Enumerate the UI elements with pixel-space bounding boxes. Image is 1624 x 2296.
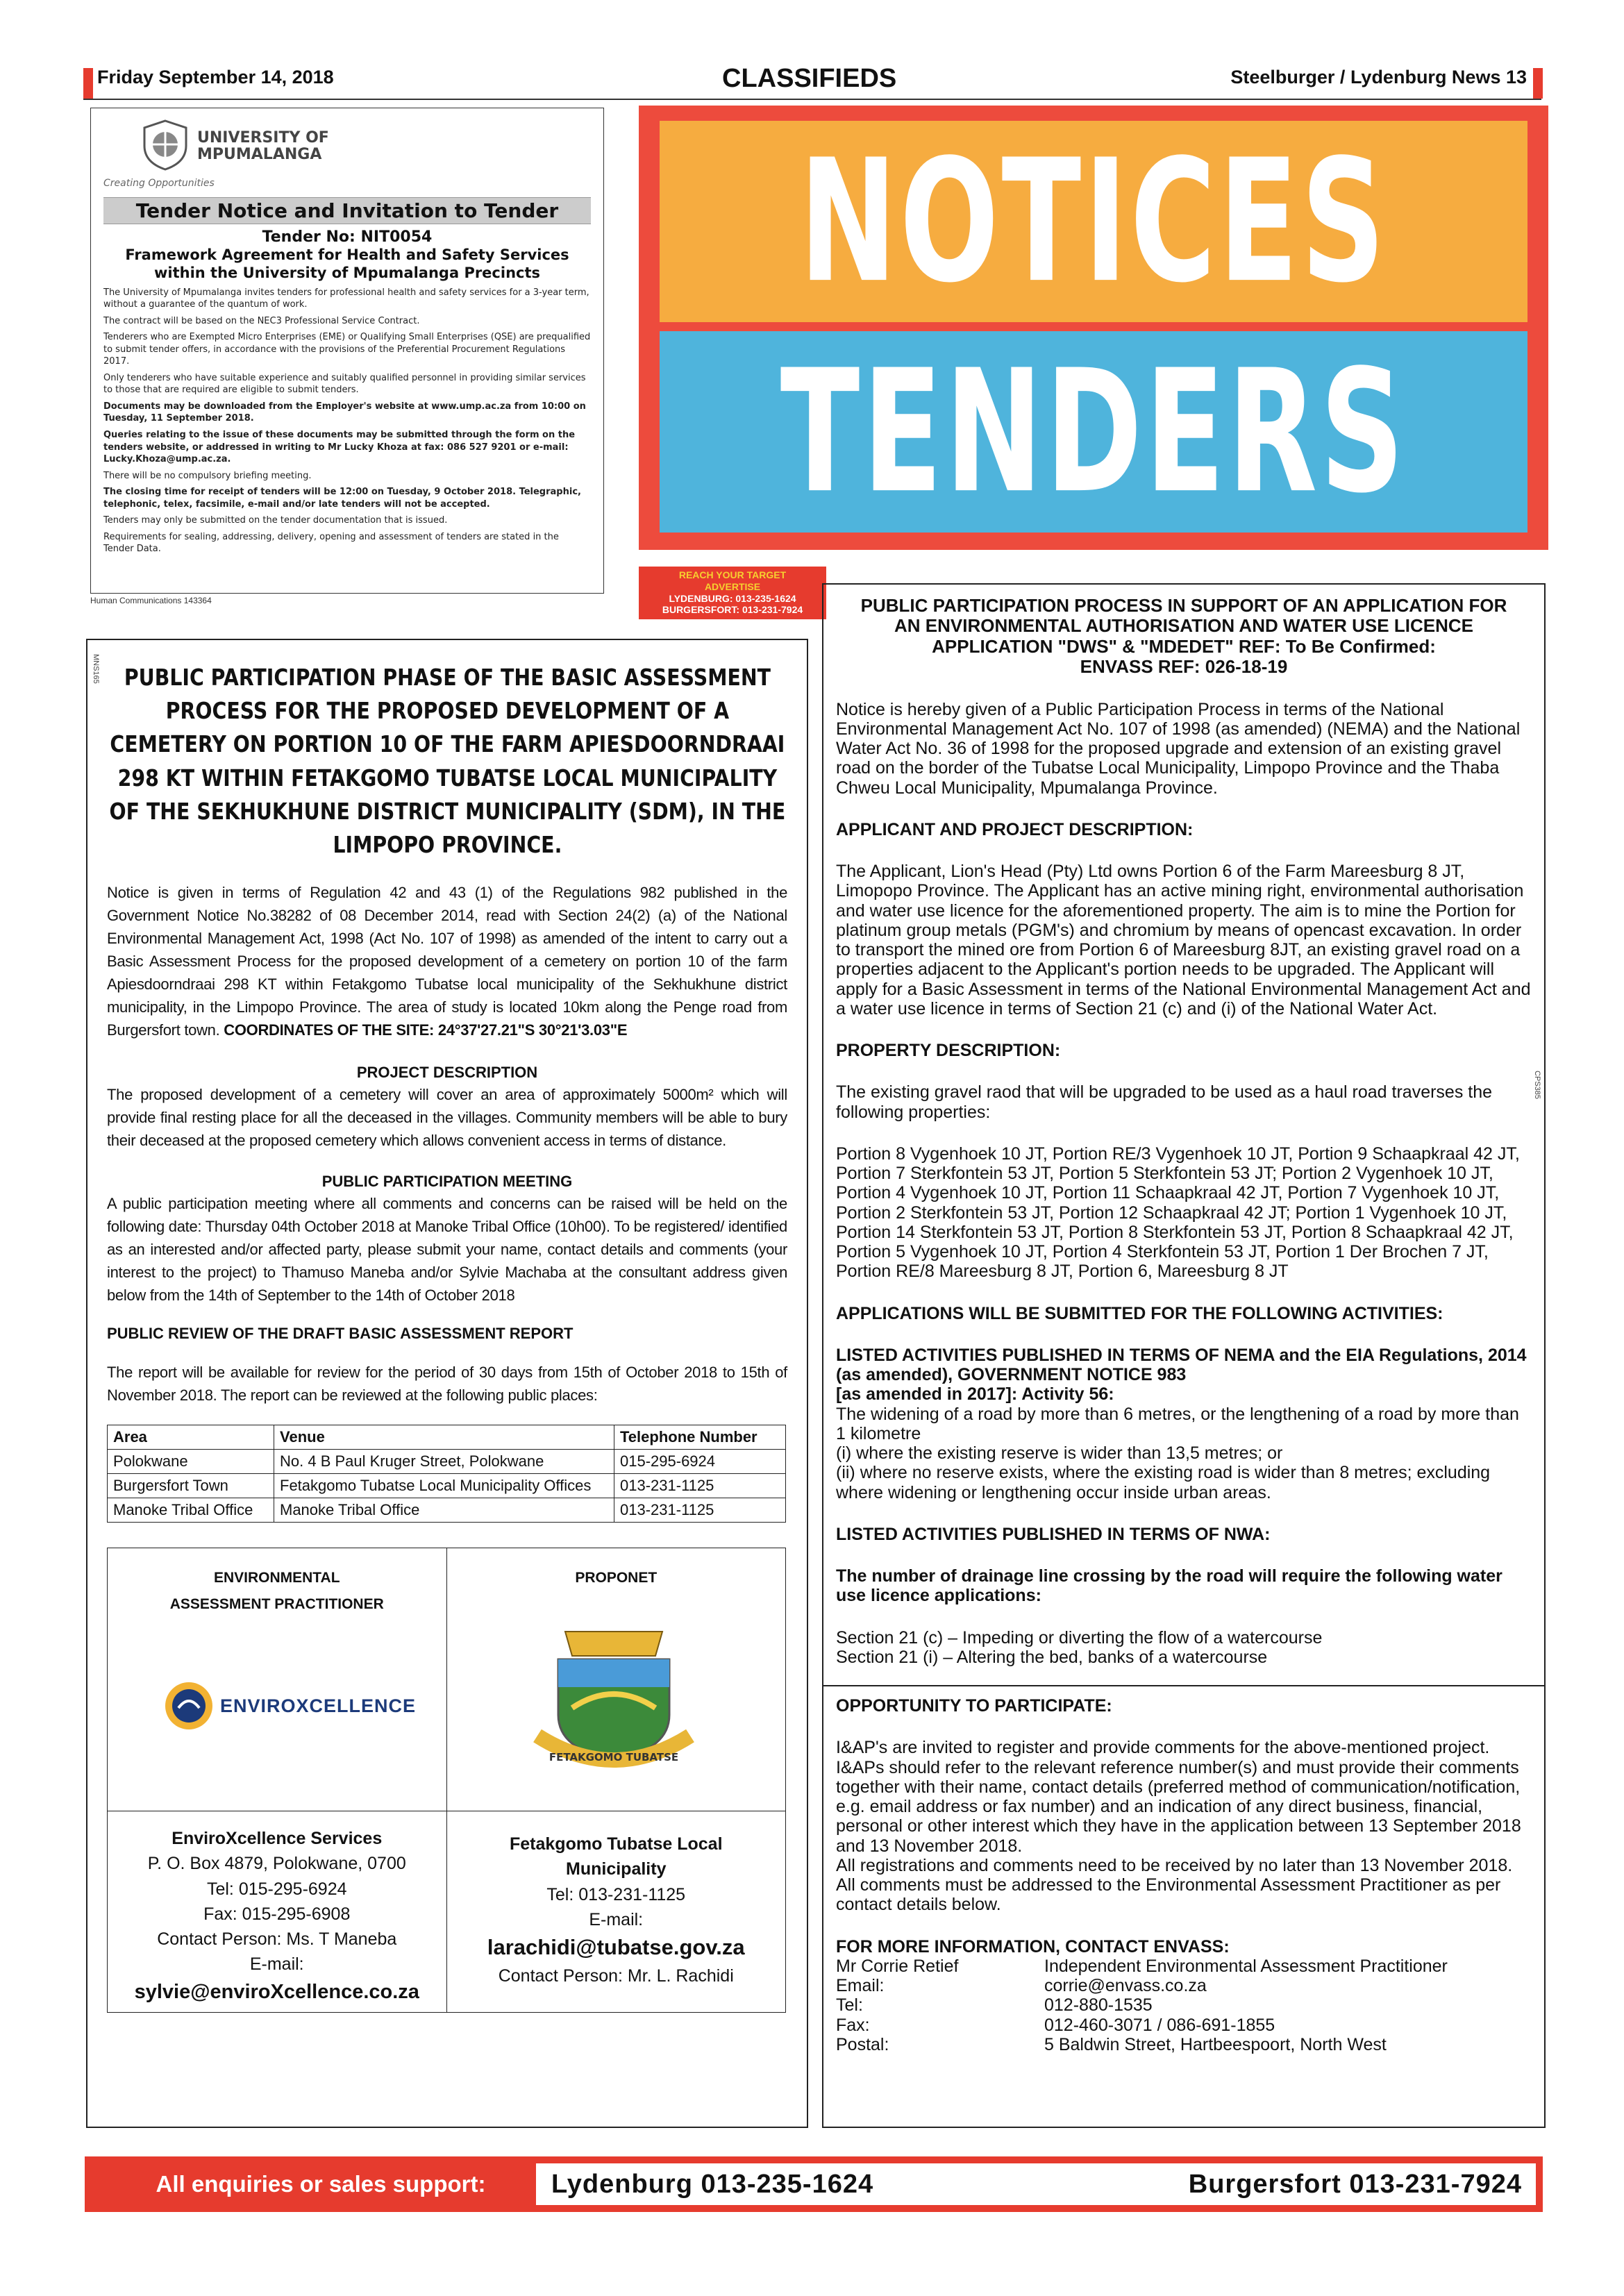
table-header-cell: Area [108,1425,274,1450]
contact-value: corrie@envass.co.za [1044,1976,1207,1995]
ump-para-1: The University of Mpumalanga invites tenders for professional health and safety services for a 3-year term, without a guarantee of the quantum of work. [103,287,589,310]
review-heading: PUBLIC REVIEW OF THE DRAFT BASIC ASSESSMENT REPORT [107,1325,574,1343]
proponent-column [447,1548,786,2012]
proponent-email: larachidi@tubatse.gov.za [487,1935,745,1960]
gravel-road-intro: Notice is hereby given of a Public Participation Process in terms of the National Environmental Management Act No. 107 of 1998 (as amended) (NEMA) and the National Water Act No. 36 of 1998 for the proposed upgrade and extension of an existing gravel road on the border of the Tubatse Local Municipality, Limpopo Province and the Thaba Chweu Local Municipality, Mpumalanga Province. [836,699,1521,798]
eap-heading [108,1565,446,1618]
table-row [108,1498,786,1523]
gravel-road-notice-code: CPS385 [1533,1071,1541,1099]
reach-line-1: REACH YOUR TARGET [678,569,787,580]
eap-name: EnviroXcellence Services [171,1829,383,1849]
ump-para-4: Only tenderers who have suitable experience and suitably qualified personnel in providing similar services to those that are required are eligible to submit tenders. [103,372,586,396]
applications-heading: APPLICATIONS WILL BE SUBMITTED FOR THE FOLLOWING ACTIVITIES: [836,1303,1443,1323]
crest-ribbon-text: FETAKGOMO TUBATSE [549,1751,678,1764]
ump-para-6: Queries relating to the issue of these documents may be submitted through the form on the tenders website, or addressed in writing to Mr Lucky Khoza at fax: 086 527 9201 or e-mail: Lucky.Khoza@ump.ac.za. [103,429,576,465]
banner-top-panel [660,121,1527,322]
ump-title: Tender Notice and Invitation to Tender [103,197,591,224]
property-intro: The existing gravel raod that will be upgraded to be used as a haul road traverses the following properties: [836,1082,1493,1122]
envass-contacts [836,1956,1532,2054]
ump-subtitle-2: within the University of Mpumalanga Precincts [153,265,541,282]
footer-bar [85,2156,1543,2212]
eap-email: sylvie@enviroXcellence.co.za [134,1980,419,2003]
contact-value: 012-880-1535 [1044,1995,1153,2016]
eap-heading-line2: ASSESSMENT PRACTITIONER [169,1595,384,1612]
contact-value: 5 Baldwin Street, Hartbeespoort, North West [1044,2034,1387,2054]
table-cell: Manoke Tribal Office [108,1498,274,1523]
activity-item-ii: (ii) where no reserve exists, where the existing road is wider than 8 metres; excluding where widening or lengthening occur inside urban areas. [836,1463,1491,1502]
cemetery-notice-code: MNS165 [92,654,100,684]
table-row [108,1474,786,1498]
contact-panel [107,1548,786,2013]
section-21c: Section 21 (c) – Impeding or diverting the flow of a watercourse [836,1627,1323,1648]
nema-heading: LISTED ACTIVITIES PUBLISHED IN TERMS OF NEMA and the EIA Regulations, 2014 (as amended), GOVERNMENT NOTICE 983 [836,1345,1527,1384]
table-cell: 015-295-6924 [614,1450,786,1474]
more-info-heading: FOR MORE INFORMATION, CONTACT ENVASS: [836,1936,1230,1956]
ump-tender-no: Tender No: NIT0054 [262,228,433,246]
activity-text: The widening of a road by more than 6 metres, or the lengthening of a road by more than 1 kilometre [836,1404,1519,1443]
table-row [108,1450,786,1474]
cemetery-notice [86,639,808,2128]
proponent-heading: PROPONET [575,1570,658,1586]
ump-logo-icon [142,119,189,174]
contact-label: Fax: [836,2015,870,2035]
review-text: The report will be available for review for the period of 30 days from 15th of October 2018 to 15th of November 2018. The report can be reviewed at the following public places: [107,1364,787,1405]
footer-burgersfort: Burgersfort 013-231-7924 [1188,2170,1522,2199]
meeting-heading: PUBLIC PARTICIPATION MEETING [321,1173,573,1191]
applicant-text: The Applicant, Lion's Head (Pty) Ltd owns Portion 6 of the Farm Mareesburg 8 JT, Limopopo Province. The Applicant has an active mining right, environmental authorisation and water use licence for the aforementioned property. The aim is to mine the Portion for platinum group metals (PGM's) and chromium by means of opencast excavation. In order to transport the mined ore from Portion 6 of Mareesburg 8JT, an existing gravel road on a properties adjacent to the Applicant's portion needs to be upgraded. The Applicant will apply for a Basic Assessment in terms of the National Environmental Management Act and a water use licence in terms of Section 21 (c) and (i) of the National Water Act. [836,862,1531,1019]
gravel-road-notice [822,583,1546,2128]
eap-contact: Contact Person: Ms. T Maneba [157,1929,397,1950]
table-cell: Burgersfort Town [108,1474,274,1498]
ump-para-3: Tenderers who are Exempted Micro Enterprises (EME) or Qualifying Small Enterprises (QSE) are prequalified to submit tender offers, in accordance with the provisions of the Preferential Procurement Regulations 2017. [103,332,591,367]
enviroxcellence-logo [163,1680,416,1732]
banner-word-notices: NOTICES [799,122,1388,321]
proponent-tel: Tel: 013-231-1125 [546,1884,686,1904]
banner-bottom-panel [660,331,1527,533]
gravel-road-title-1: PUBLIC PARTICIPATION PROCESS IN SUPPORT OF AN APPLICATION FOR [860,595,1507,616]
project-description-text: The proposed development of a cemetery will cover an area of approximately 5000m² which will provide final resting place for all the deceased in the villages. Community members will be able to bury their deceased at the proposed cemetery which allows convenient access in terms of distance. [107,1086,787,1150]
ump-para-5: Documents may be downloaded from the Employer's website at www.ump.ac.za from 10:00 on Tuesday, 11 September 2018. [103,401,586,424]
reach-line-2: ADVERTISE [704,580,761,592]
reach-line-3: LYDENBURG: 013-235-1624 [669,592,796,604]
ump-para-8: The closing time for receipt of tenders will be 12:00 on Tuesday, 9 October 2018. Telegraphic, telephonic, telex, facsimile, e-mail and/or late tenders will not be accepted. [103,487,581,510]
nema-activity: [as amended in 2017]: Activity 56: [836,1384,1114,1405]
enviroxcellence-logo-text: ENVIROXCELLENCE [220,1695,417,1716]
gravel-road-title-4: ENVASS REF: 026-18-19 [1080,656,1288,678]
registration-text: All registrations and comments need to be received by no later than 13 November 2018. All comments must be addressed to the Environmental Assessment Practitioner as per contact details below. [836,1855,1513,1915]
gravel-road-title-2: AN ENVIRONMENTAL AUTHORISATION AND WATER USE LICENCE [894,615,1473,637]
footer-label: All enquiries or sales support: [156,2171,486,2197]
project-description-heading: PROJECT DESCRIPTION [356,1064,538,1082]
opportunity-heading: OPPORTUNITY TO PARTICIPATE: [836,1696,1112,1716]
activity-item-i: (i) where the existing reserve is wider than 13,5 metres; or [836,1443,1283,1463]
cemetery-intro: Notice is given in terms of Regulation 42 and 43 (1) of the Regulations 982 published in the Government Notice No.38282 of 08 December 2014, read with Section 24(2) (a) of the National Environmental Management Act, 1998 (Act No. 107 of 1998) as amended of the intent to carry out a Basic Assessment Process for the proposed development of a cemetery on portion 10 of the farm Apiesdoorndraai 298 KT within Fetakgomo Tubatse local municipality of the Sekhukhune district municipality, in the Limpopo Province. The area of study is located 10km along the Penge road from Burgersfort town. [107,884,787,1039]
header-paper: Steelburger / Lydenburg News 13 [1230,67,1527,87]
table-cell: Polokwane [108,1450,274,1474]
header-accent-right [1533,68,1543,99]
contact-value: 012-460-3071 / 086-691-1855 [1044,2015,1275,2035]
table-cell: Manoke Tribal Office [274,1498,614,1523]
ump-tagline: Creating Opportunities [103,178,215,189]
ump-name-line1: UNIVERSITY OF [197,128,329,146]
eap-column [108,1548,447,2012]
opportunity-text: I&AP's are invited to register and provide comments for the above-mentioned project. I&APs should refer to the relevant reference number(s) and must provide their comments together with their name, contact details (preferred method of communication/notification, e.g. email address or fax number) and an indication of any direct business, financial, personal or other interest which they have in the application between 13 September 2018 and 13 November 2018. [836,1738,1521,1856]
proponent-contact: Contact Person: Mr. L. Rachidi [498,1966,734,1986]
ump-tender-ad [90,108,604,594]
ump-logo-block [103,119,591,174]
nwa-heading: LISTED ACTIVITIES PUBLISHED IN TERMS OF NWA: [836,1524,1271,1544]
ump-name-line2: MPUMALANGA [197,146,322,163]
header-accent-left [83,68,93,99]
eap-fax: Fax: 015-295-6908 [203,1904,351,1924]
municipality-crest-icon [524,1618,704,1774]
table-cell: Fetakgomo Tubatse Local Municipality Offices [274,1474,614,1498]
property-list: Portion 8 Vygenhoek 10 JT, Portion RE/3 Vygenhoek 10 JT, Portion 9 Schaapkraal 42 JT, Portion 7 Sterkfontein 53 JT, Portion 5 Sterkfontein 53 JT; Portion 2 Vygenhoek 10 JT, Portion 4 Vygenhoek 10 JT, Portion 11 Schaapkraal 42 JT, Portion 7 Vygenhoek 10 JT, Portion 2 Sterkfontein 53 JT, Portion 12 Schaapkraal 42 JT; Portion 1 Vygenhoek 10 JT, Portion 14 Sterkfontein 53 JT, Portion 8 Sterkfontein 53 JT, Portion 8 Schaapkraal 42 JT, Portion 5 Vygenhoek 10 JT, Portion 4 Sterkfontein 53 JT, Portion 1 Der Brochen 7 JT, Portion RE/8 Mareesburg 8 JT, Portion 6, Mareesburg 8 JT [836,1143,1520,1282]
reach-target-ad [639,567,826,619]
eap-details [108,1826,446,2006]
contact-label: Tel: [836,1995,863,2016]
eap-tel: Tel: 015-295-6924 [206,1879,347,1899]
eap-heading-line1: ENVIRONMENTAL [213,1570,340,1586]
applicant-heading: APPLICANT AND PROJECT DESCRIPTION: [836,819,1194,839]
contact-label: Postal: [836,2034,889,2054]
contact-label: Mr Corrie Retief [836,1956,959,1976]
header-date: Friday September 14, 2018 [97,67,334,87]
banner-word-tenders: TENDERS [780,333,1407,531]
table-cell: 013-231-1125 [614,1474,786,1498]
reach-line-4: BURGERSFORT: 013-231-7924 [662,604,803,616]
proponent-name-2: Municipality [566,1859,667,1879]
ump-subtitle-1: Framework Agreement for Health and Safety Services [125,246,569,263]
ump-credit: Human Communications 143364 [90,596,212,605]
section-21i: Section 21 (i) – Altering the bed, banks of a watercourse [836,1647,1268,1667]
contact-value: Independent Environmental Assessment Practitioner [1044,1956,1448,1976]
cemetery-notice-title: PUBLIC PARTICIPATION PHASE OF THE BASIC ASSESSMENT PROCESS FOR THE PROPOSED DEVELOPMENT OF A CEMETERY ON PORTION 10 OF THE FARM APIESDOORNDRAAI 298 KT WITHIN FETAKGOMO TUBATSE LOCAL MUNICIPALITY OF THE SEKHUKHUNE DISTRICT MUNICIPALITY (SDM), IN THE LIMPOPO PROVINCE. [109,664,785,858]
footer-lydenburg: Lydenburg 013-235-1624 [551,2170,874,2199]
gravel-road-title-3: APPLICATION "DWS" & "MDEDET" REF: To Be Confirmed: [932,635,1436,657]
header-section: CLASSIFIEDS [722,64,897,93]
meeting-text: A public participation meeting where all comments and concerns can be raised will be held on the following date: Thursday 04th October 2018 at Manoke Tribal Office (10h00). To be registered/ identified as an interested and/or affected party, please submit your name, contact details and comments (your interest to the project) to Thamuso Maneba and/or Sylvie Machaba at the consultant address given below from the 14th of September to the 14th of October 2018 [107,1195,787,1305]
ump-para-9: Tenders may only be submitted on the tender documentation that is issued. [103,515,448,526]
table-header-cell: Venue [274,1425,614,1450]
site-coordinates: COORDINATES OF THE SITE: 24°37'27.21"S 30°21'3.03"E [224,1021,628,1039]
table-cell: 013-231-1125 [614,1498,786,1523]
proponent-name-1: Fetakgomo Tubatse Local [509,1834,723,1854]
ump-para-7: There will be no compulsory briefing meeting. [103,470,312,481]
header-rule [83,99,1541,100]
table-header-row [108,1425,786,1450]
drainage-heading: The number of drainage line crossing by the road will require the following water use licence applications: [836,1566,1502,1606]
ump-para-10: Requirements for sealing, addressing, delivery, opening and assessment of tenders are stated in the Tender Data. [103,531,559,555]
eap-box: P. O. Box 4879, Polokwane, 0700 [147,1854,406,1874]
table-header-cell: Telephone Number [614,1425,786,1450]
proponent-email-label: E-mail: [589,1909,644,1929]
eap-email-label: E-mail: [249,1954,304,1975]
enviroxcellence-logo-icon [163,1680,215,1732]
venues-table [107,1425,786,1523]
proponent-details [447,1832,786,1988]
property-heading: PROPERTY DESCRIPTION: [836,1041,1061,1060]
contact-label: Email: [836,1976,885,1995]
table-cell: No. 4 B Paul Kruger Street, Polokwane [274,1450,614,1474]
notices-tenders-banner [639,106,1548,550]
ump-para-2: The contract will be based on the NEC3 Professional Service Contract. [103,315,420,326]
